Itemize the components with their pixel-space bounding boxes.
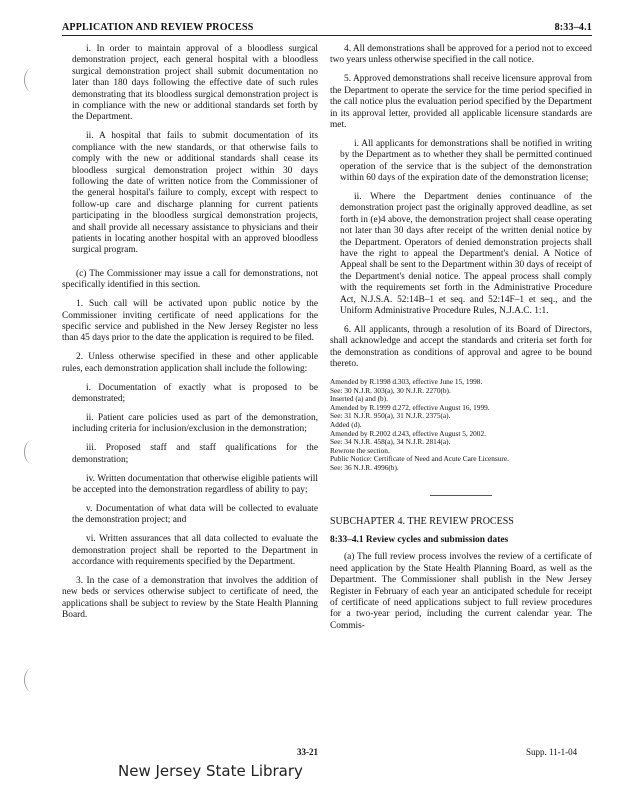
paragraph: 4. All demonstrations shall be approved for a period not to exceed two years unless otherwise specified in the call notice. (330, 44, 592, 66)
left-column (62, 44, 318, 629)
subchapter-heading: SUBCHAPTER 4. THE REVIEW PROCESS (330, 515, 514, 527)
history-line: Inserted (a) and (b). (330, 394, 388, 404)
paragraph: 6. All applicants, through a resolution of its Board of Directors, shall acknowledge and accept the standards and criteria set forth for the demonstration as conditions of approval and agree to be bound thereto. (330, 324, 592, 370)
history-line: Amended by R.2002 d.243, effective August 5, 2002. (330, 428, 486, 438)
section-divider (430, 495, 492, 496)
history-line: Amended by R.1999 d.272, effective August 16, 1999. (330, 402, 490, 412)
header-section-number: 8:33–4.1 (554, 22, 592, 33)
history-line: Added (d). (330, 420, 362, 430)
paragraph: 3. In the case of a demonstration that involves the addition of new beds or services otherwise subject to certificate of need, the applications shall be subject to review by the State Health Planning Board. (62, 575, 318, 621)
history-notes (330, 378, 592, 473)
binder-hole-mark (24, 68, 41, 92)
paragraph: (c) The Commissioner may issue a call for demonstrations, not specifically identified in this section. (62, 268, 318, 291)
paragraph: i. All applicants for demonstrations shall be notified in writing by the Department as to whether they shall be permitted continued operation of the service that is the subject of the demonstration within 60 days of the expiration date of the demonstration license; (340, 138, 592, 184)
paragraph: i. In order to maintain approval of a bloodless surgical demonstration project, each general hospital with a bloodless surgical demonstration project shall submit documentation no later than 180 days following the effective date of such rules demonstrating that its bloodless surgical demonstration project is in compliance with the new or additional standards set forth by the Department. (72, 44, 318, 123)
history-line: See: 30 N.J.R. 303(a), 30 N.J.R. 2270(b). (330, 385, 451, 395)
section-heading: 8:33–4.1 Review cycles and submission dates (330, 535, 509, 545)
paragraph: iii. Proposed staff and staff qualifications for the demonstration; (72, 443, 318, 465)
page-number: 33-21 (297, 747, 318, 757)
supplement-date: Supp. 11-1-04 (526, 747, 578, 757)
paragraph: i. Documentation of exactly what is proposed to be demonstrated; (72, 382, 318, 404)
paragraph: vi. Written assurances that all data collected to evaluate the demonstration project shall be reported to the Department in accordance with requirements specified by the Department. (72, 534, 318, 567)
binder-hole-mark (24, 440, 41, 464)
paragraph: v. Documentation of what data will be collected to evaluate the demonstration project; and (72, 503, 318, 526)
paragraph: ii. Where the Department denies continuance of the demonstration project past the originally approved deadline, as set forth in (e)4 above, the demonstration project shall cease operating not later than 30 days after receipt of the written denial notice by the Department. Operators of denied demonstration projects shall have the right to appeal the Department's denial. A Notice of Appeal shall be sent to the Department within 30 days of receipt of the Department's denial notice. The appeal process shall comply with the requirements set forth in the Administrative Procedure Act, N.J.S.A. 52:14B–1 et seq. and 52:14F–1 et seq., and the Uniform Administrative Procedure Rules, N.J.A.C. 1:1. (340, 191, 592, 317)
paragraph: 5. Approved demonstrations shall receive licensure approval from the Department to operate the service for the time period specified in the call notice plus the evaluation period specified by the Department in its approval letter, provided all applicable licensure standards are met. (330, 74, 592, 130)
paragraph: (a) The full review process involves the review of a certificate of need application by the State Health Planning Board, as well as the Department. The Commissioner shall publish in the New Jersey Register in February of each year an anticipated schedule for receipt of certificate of need applications subject to full review procedures for a two-year period, including the current calendar year. The Commis- (330, 552, 592, 631)
history-line: Rewrote the section. (330, 445, 390, 455)
binder-hole-mark (24, 668, 41, 692)
history-line: Public Notice: Certificate of Need and Acute Care Licensure. (330, 454, 509, 464)
history-line: Amended by R.1998 d.303, effective June 15, 1998. (330, 377, 483, 387)
paragraph: ii. A hospital that fails to submit documentation of its compliance with the new standards, or that otherwise fails to comply with the new or additional standards shall cease its bloodless surgical demonstration project within 30 days following the date of written notice from the Commissioner of the general hospital's failure to comply, except with respect to follow-up care and discharge planning for current patients participating in the bloodless surgical demonstration projects, and shall provide all necessary assistance to physicians and their patients in locating another hospital with an approved bloodless surgical program. (72, 131, 318, 256)
right-column (330, 44, 592, 640)
paragraph: ii. Patient care policies used as part of the demonstration, including criteria for inclusion/exclusion in the demonstration; (72, 412, 318, 435)
library-watermark: New Jersey State Library (118, 762, 303, 780)
header-title: APPLICATION AND REVIEW PROCESS (62, 22, 254, 33)
paragraph: iv. Written documentation that otherwise eligible patients will be accepted into the demonstration regardless of ability to pay; (72, 473, 318, 495)
paragraph: 2. Unless otherwise specified in these and other applicable rules, each demonstration application shall include the following: (62, 352, 318, 374)
paragraph: 1. Such call will be activated upon public notice by the Commissioner inviting certificate of need applications for the specific service and published in the New Jersey Register no less than 45 days prior to the date the application is required to be filed. (62, 299, 318, 344)
running-header (62, 22, 592, 36)
history-line: See: 36 N.J.R. 4996(b). (330, 463, 399, 472)
history-line: See: 34 N.J.R. 458(a), 34 N.J.R. 2814(a). (330, 437, 451, 447)
history-line: See: 31 N.J.R. 950(a), 31 N.J.R. 2375(a). (330, 411, 451, 421)
